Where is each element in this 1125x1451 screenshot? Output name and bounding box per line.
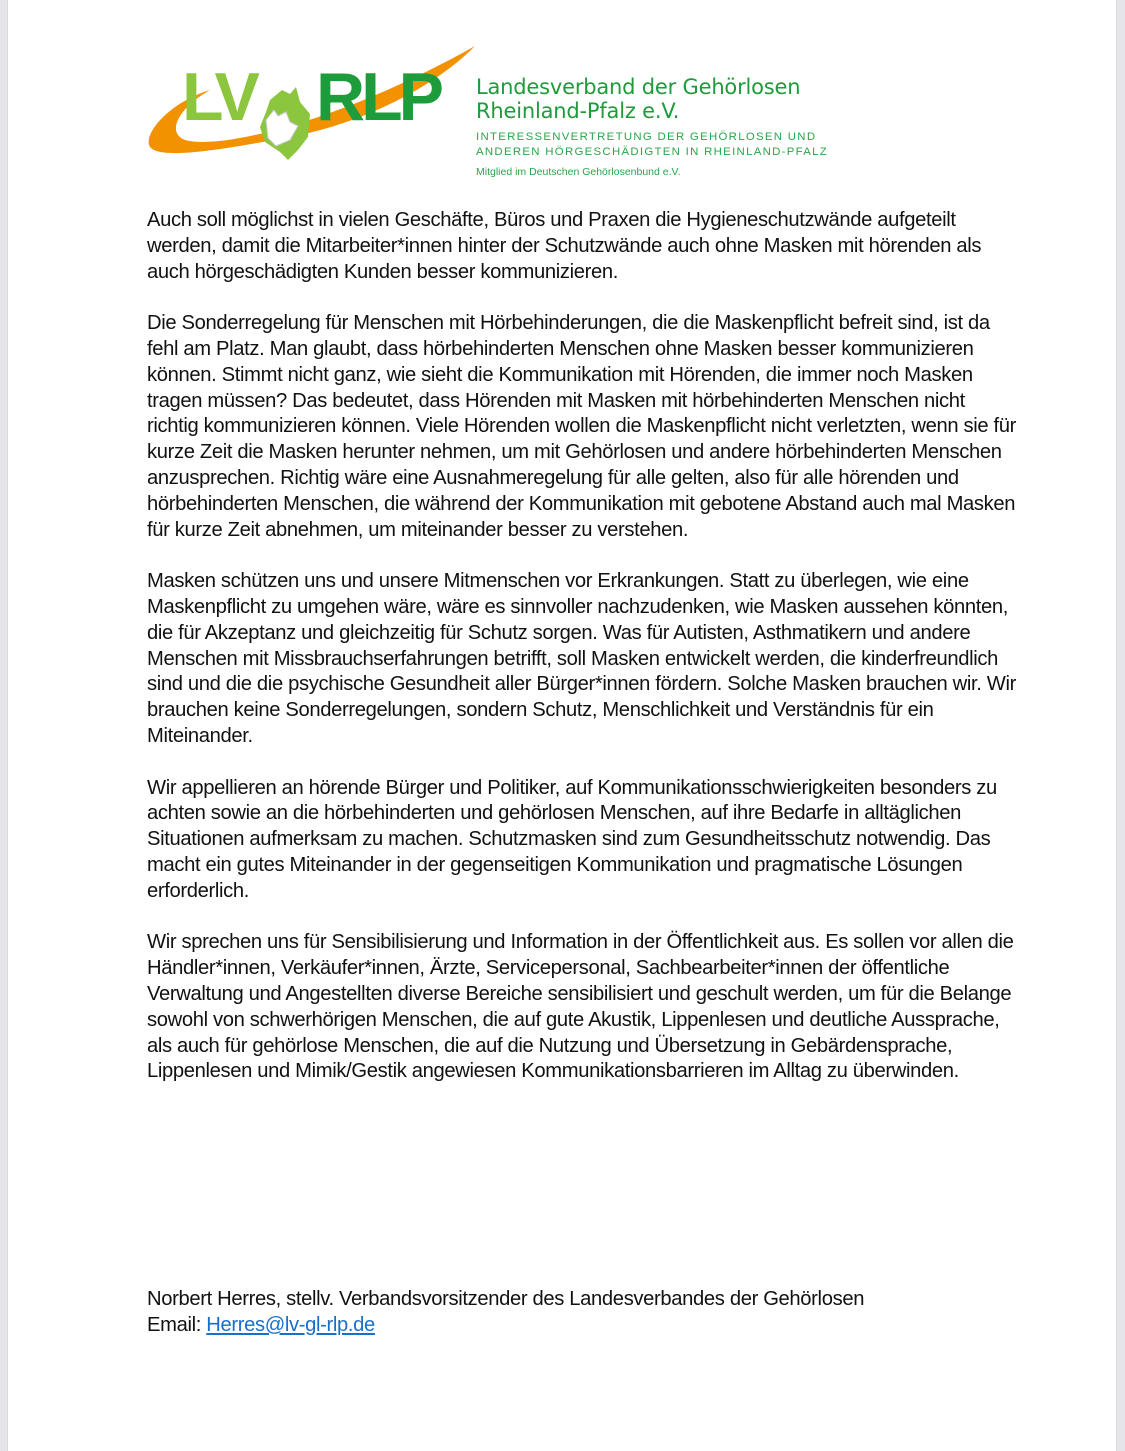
letter-body <box>147 208 1017 1111</box>
paragraph-appeal: Wir appellieren an hörende Bürger und Politiker, auf Kommunikationsschwierigkeiten besonders zu achten sowie an die hörbehinderten und gehörlosen Menschen, auf ihre Bedarfe in alltäglichen Situationen aufmerksam zu machen. Schutzmasken sind zum Gesundheitsschutz notwendig. Das macht ein gutes Miteinander in der gegenseitigen Kommunikation und pragmatische Lösungen erforderlich. <box>147 776 997 902</box>
organization-tagline <box>476 130 828 160</box>
tagline-line1: INTERESSENVERTRETUNG DER GEHÖRLOSEN UND <box>476 131 817 143</box>
logo-letters-lv: LV <box>182 59 256 135</box>
email-link[interactable]: Herres@lv-gl-rlp.de <box>206 1313 375 1336</box>
organization-name-line2: Rheinland-Pfalz e.V. <box>476 99 680 123</box>
email-line <box>147 1313 1017 1339</box>
signature-block <box>147 1287 1017 1339</box>
organization-logo <box>140 42 860 187</box>
signature-line: Norbert Herres, stellv. Verbandsvorsitzender des Landesverbandes der Gehörlosen <box>147 1288 865 1310</box>
paragraph-sensitization: Wir sprechen uns für Sensibilisierung und Information in der Öffentlichkeit aus. Es sollen vor allen die Händler*innen, Verkäufer*innen, Ärzte, Servicepersonal, Sachbearbeiter*innen der öffentliche Verwaltung und Angestellten diverse Bereiche sensibilisiert und geschult werden, um für die Belange sowohl von schwerhörigen Menschen, die auf gute Akustik, Lippenlesen und deutliche Aussprache, als auch für gehörlose Menschen, die auf die Nutzung und Übersetzung in Gebärdensprache, Lippenlesen und Mimik/Gestik angewiesen Kommunikationsbarrieren im Alltag zu überwinden. <box>147 931 1014 1083</box>
paragraph-hygiene-walls: Auch soll möglichst in vielen Geschäfte, Büros und Praxen die Hygieneschutzwände aufgeteilt werden, damit die Mitarbeiter*innen hinter der Schutzwände auch ohne Masken mit hörenden als auch hörgeschädigten Kunden besser kommunizieren. <box>147 209 982 283</box>
organization-name-line1: Landesverband der Gehörlosen <box>476 75 801 99</box>
membership-note: Mitglied im Deutschen Gehörlosenbund e.V. <box>476 166 681 178</box>
paragraph-masks-protect: Masken schützen uns und unsere Mitmenschen vor Erkrankungen. Statt zu überlegen, wie eine Maskenpflicht zu umgehen wäre, wäre es sinnvoller nachzudenken, wie Masken aussehen könnten, die für Akzeptanz und gleichzeitig für Schutz sorgen. Was für Autisten, Asthmatikern und andere Menschen mit Missbrauchserfahrungen betrifft, soll Masken entwickelt werden, die kinderfreundlich sind und die die psychische Gesundheit aller Bürger*innen fördern. Solche Masken brauchen wir. Wir brauchen keine Sonderregelungen, sondern Schutz, Menschlichkeit und Verständnis für ein Miteinander. <box>147 570 1017 747</box>
organization-name <box>476 75 800 123</box>
tagline-line2: ANDEREN HÖRGESCHÄDIGTEN IN RHEINLAND-PFALZ <box>476 146 829 158</box>
document-page <box>7 0 1117 1451</box>
paragraph-special-rule: Die Sonderregelung für Menschen mit Hörbehinderungen, die die Maskenpflicht befreit sind, ist da fehl am Platz. Man glaubt, dass hörbehinderten Menschen ohne Masken besser kommunizieren können. Stimmt nicht ganz, wie sieht die Kommunikation mit Hörenden, die immer noch Masken tragen müssen? Das bedeutet, dass Hörenden mit Masken mit hörbehinderten Menschen nicht richtig kommunizieren können. Viele Hörenden wollen die Maskenpflicht nicht verletzten, wenn sie für kurze Zeit die Masken herunter nehmen, um mit Gehörlosen und andere hörbehinderten Menschen anzusprechen. Richtig wäre eine Ausnahmeregelung für alle gelten, also für alle hörenden und hörbehinderten Menschen, die während der Kommunikation mit gebotene Abstand auch mal Masken für kurze Zeit abnehmen, um miteinander besser zu verstehen. <box>147 312 1017 541</box>
email-label: Email: <box>147 1313 207 1336</box>
logo-letters-rlp: RLP <box>316 59 440 135</box>
lv-rlp-logo-icon <box>140 42 480 172</box>
